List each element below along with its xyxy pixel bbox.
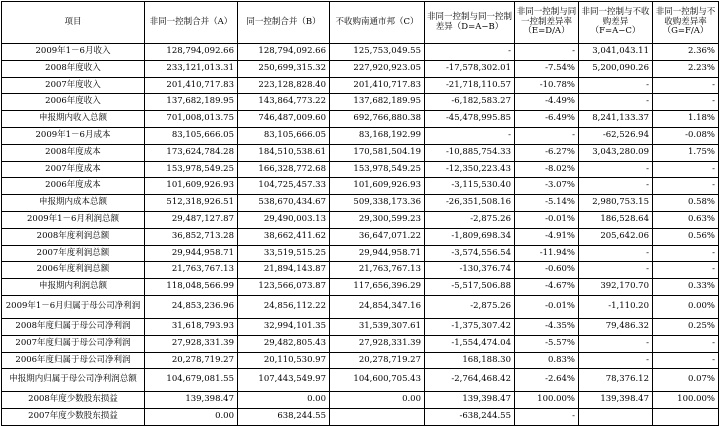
value-g: 0.56%	[653, 228, 719, 245]
value-f: -	[579, 161, 653, 178]
value-c	[330, 409, 425, 426]
value-f	[579, 409, 653, 426]
table-row	[2, 318, 719, 335]
table-row	[2, 228, 719, 245]
value-c: 170,581,504.19	[330, 144, 425, 161]
table-row	[2, 60, 719, 77]
value-g: 100.00%	[653, 392, 719, 409]
table-row	[2, 94, 719, 111]
value-d: -26,351,508.16	[425, 195, 515, 212]
value-f: 8,241,133.37	[579, 111, 653, 128]
row-label: 2008年度利润总额	[2, 228, 145, 245]
row-label: 2009年1－6月归属于母公司净利润	[2, 295, 145, 318]
value-a: 29,487,127.87	[145, 211, 238, 228]
value-a: 36,852,713.28	[145, 228, 238, 245]
row-label: 申报期内归属于母公司净利润总额	[2, 369, 145, 392]
value-d: -638,244.55	[425, 409, 515, 426]
value-g: -	[653, 94, 719, 111]
value-a: 0.00	[145, 409, 238, 426]
comparison-table	[1, 1, 719, 426]
value-e: -	[515, 127, 579, 144]
row-label: 2009年1－6月成本	[2, 127, 145, 144]
value-a: 233,121,013.31	[145, 60, 238, 77]
value-g: -	[653, 77, 719, 94]
value-c: 83,168,192.99	[330, 127, 425, 144]
header-non-common-control: 非同一控制合并（A）	[145, 2, 238, 44]
header-item: 项目	[2, 2, 145, 44]
row-label: 申报期内成本总额	[2, 195, 145, 212]
table-body	[2, 44, 719, 426]
row-label: 申报期内收入总额	[2, 111, 145, 128]
value-d: -2,875.26	[425, 295, 515, 318]
value-e: -6.49%	[515, 111, 579, 128]
value-a: 128,794,092.66	[145, 44, 238, 61]
table-row	[2, 279, 719, 296]
row-label: 2008年度归属于母公司净利润	[2, 318, 145, 335]
value-f: -	[579, 335, 653, 352]
value-b: 38,662,411.62	[238, 228, 330, 245]
value-g: -	[653, 352, 719, 369]
value-d: -6,182,583.27	[425, 94, 515, 111]
table-row	[2, 77, 719, 94]
value-f: 3,043,280.09	[579, 144, 653, 161]
value-b: 166,328,772.68	[238, 161, 330, 178]
value-e: -	[515, 44, 579, 61]
table-row	[2, 161, 719, 178]
value-b: 21,894,143.87	[238, 262, 330, 279]
row-label: 2008年度少数股东损益	[2, 392, 145, 409]
value-c: 153,978,549.25	[330, 161, 425, 178]
row-label: 2006年度利润总额	[2, 262, 145, 279]
table-row	[2, 245, 719, 262]
row-label: 2007年度少数股东损益	[2, 409, 145, 426]
value-c: 117,656,396.29	[330, 279, 425, 296]
table-row	[2, 111, 719, 128]
table-row	[2, 195, 719, 212]
value-f: -	[579, 94, 653, 111]
value-g: 0.58%	[653, 195, 719, 212]
header-rate-e: 非同一控制与同一控制差异率（E=D/A）	[515, 2, 579, 44]
value-b: 104,725,457.33	[238, 178, 330, 195]
value-c: 29,300,599.23	[330, 211, 425, 228]
value-g: 2.23%	[653, 60, 719, 77]
value-e: -10.78%	[515, 77, 579, 94]
value-g: -	[653, 262, 719, 279]
value-c: 509,338,173.36	[330, 195, 425, 212]
value-e: -0.01%	[515, 295, 579, 318]
value-c: 0.00	[330, 392, 425, 409]
value-c: 692,766,880.38	[330, 111, 425, 128]
value-e: -5.57%	[515, 335, 579, 352]
value-c: 31,539,307.61	[330, 318, 425, 335]
value-b: 746,487,009.60	[238, 111, 330, 128]
value-b: 32,994,101.35	[238, 318, 330, 335]
value-d: -17,578,302.01	[425, 60, 515, 77]
value-c: 29,944,958.71	[330, 245, 425, 262]
value-d: -2,875.26	[425, 211, 515, 228]
value-a: 24,853,236.96	[145, 295, 238, 318]
value-c: 20,278,719.27	[330, 352, 425, 369]
value-f: 2,980,753.15	[579, 195, 653, 212]
table-header-row	[2, 2, 719, 44]
table-row	[2, 211, 719, 228]
value-b: 107,443,549.97	[238, 369, 330, 392]
value-e: -7.54%	[515, 60, 579, 77]
value-b: 223,128,828.40	[238, 77, 330, 94]
value-f: 139,398.47	[579, 392, 653, 409]
value-d: -2,764,468.42	[425, 369, 515, 392]
table-row	[2, 409, 719, 426]
value-d: 139,398.47	[425, 392, 515, 409]
value-b: 83,105,666.05	[238, 127, 330, 144]
value-f: 392,170.70	[579, 279, 653, 296]
value-d: -1,809,698.34	[425, 228, 515, 245]
value-f: -	[579, 352, 653, 369]
value-c: 104,600,705.43	[330, 369, 425, 392]
value-a: 104,679,081.55	[145, 369, 238, 392]
value-d: -1,554,474.04	[425, 335, 515, 352]
value-a: 21,763,767.13	[145, 262, 238, 279]
value-d: -130,376.74	[425, 262, 515, 279]
value-g: -	[653, 335, 719, 352]
value-e: 100.00%	[515, 392, 579, 409]
value-f: -1,110.20	[579, 295, 653, 318]
value-g: 2.36%	[653, 44, 719, 61]
value-b: 143,864,773.22	[238, 94, 330, 111]
table-row	[2, 262, 719, 279]
value-d: -12,350,223.43	[425, 161, 515, 178]
value-d: 168,188.30	[425, 352, 515, 369]
value-g: -0.08%	[653, 127, 719, 144]
value-b: 29,490,003.13	[238, 211, 330, 228]
value-e: -4.49%	[515, 94, 579, 111]
value-c: 201,410,717.83	[330, 77, 425, 94]
value-c: 101,609,926.93	[330, 178, 425, 195]
value-f: 78,376.12	[579, 369, 653, 392]
value-d: -45,478,995.85	[425, 111, 515, 128]
header-difference-f: 非同一控制与不收购差异（F=A−C）	[579, 2, 653, 44]
value-b: 128,794,092.66	[238, 44, 330, 61]
value-f: 5,200,090.26	[579, 60, 653, 77]
header-no-acquisition: 不收购南通市邦（C）	[330, 2, 425, 44]
table-row	[2, 178, 719, 195]
table-row	[2, 369, 719, 392]
value-f: 3,041,043.11	[579, 44, 653, 61]
value-c: 24,854,347.16	[330, 295, 425, 318]
value-d: -	[425, 127, 515, 144]
value-b: 29,482,805.43	[238, 335, 330, 352]
value-e: -5.14%	[515, 195, 579, 212]
value-b: 0.00	[238, 392, 330, 409]
row-label: 2006年度成本	[2, 178, 145, 195]
header-difference-d: 非同一控制与同一控制差异（D=A−B）	[425, 2, 515, 44]
value-a: 83,105,666.05	[145, 127, 238, 144]
value-g	[653, 409, 719, 426]
value-g: 1.18%	[653, 111, 719, 128]
row-label: 2008年度收入	[2, 60, 145, 77]
value-d: -21,718,110.57	[425, 77, 515, 94]
value-a: 201,410,717.83	[145, 77, 238, 94]
value-g: 1.75%	[653, 144, 719, 161]
row-label: 2009年1－6月收入	[2, 44, 145, 61]
value-a: 118,048,566.99	[145, 279, 238, 296]
value-a: 27,928,331.39	[145, 335, 238, 352]
value-a: 701,008,013.75	[145, 111, 238, 128]
row-label: 2008年度成本	[2, 144, 145, 161]
value-f: -	[579, 178, 653, 195]
value-a: 173,624,784.28	[145, 144, 238, 161]
value-e: -6.27%	[515, 144, 579, 161]
row-label: 申报期内利润总额	[2, 279, 145, 296]
value-a: 137,682,189.95	[145, 94, 238, 111]
value-b: 538,670,434.67	[238, 195, 330, 212]
value-e: -2.64%	[515, 369, 579, 392]
value-b: 20,110,530.97	[238, 352, 330, 369]
value-f: -	[579, 77, 653, 94]
value-b: 250,699,315.32	[238, 60, 330, 77]
value-c: 125,753,049.55	[330, 44, 425, 61]
value-f: 205,642.06	[579, 228, 653, 245]
value-d: -10,885,754.33	[425, 144, 515, 161]
table-row	[2, 295, 719, 318]
value-e: -3.07%	[515, 178, 579, 195]
value-b: 638,244.55	[238, 409, 330, 426]
value-f: -62,526.94	[579, 127, 653, 144]
table-row	[2, 44, 719, 61]
value-e: -11.94%	[515, 245, 579, 262]
value-g: -	[653, 178, 719, 195]
value-a: 139,398.47	[145, 392, 238, 409]
value-d: -1,375,307.42	[425, 318, 515, 335]
header-rate-g: 非同一控制与不收购差异率（G=F/A）	[653, 2, 719, 44]
row-label: 2006年度归属于母公司净利润	[2, 352, 145, 369]
table-row	[2, 127, 719, 144]
value-b: 24,856,112.22	[238, 295, 330, 318]
value-f: 186,528.64	[579, 211, 653, 228]
value-g: 0.00%	[653, 295, 719, 318]
table-row	[2, 352, 719, 369]
row-label: 2007年度利润总额	[2, 245, 145, 262]
header-common-control: 同一控制合并（B）	[238, 2, 330, 44]
value-e: -8.02%	[515, 161, 579, 178]
value-d: -5,517,506.88	[425, 279, 515, 296]
value-d: -	[425, 44, 515, 61]
row-label: 2007年度归属于母公司净利润	[2, 335, 145, 352]
value-b: 33,519,515.25	[238, 245, 330, 262]
value-a: 20,278,719.27	[145, 352, 238, 369]
value-e: -0.01%	[515, 211, 579, 228]
value-g: 0.63%	[653, 211, 719, 228]
value-a: 101,609,926.93	[145, 178, 238, 195]
value-f: 79,486.32	[579, 318, 653, 335]
value-e: -4.35%	[515, 318, 579, 335]
value-a: 512,318,926.51	[145, 195, 238, 212]
value-g: 0.33%	[653, 279, 719, 296]
value-b: 123,566,073.87	[238, 279, 330, 296]
row-label: 2007年度收入	[2, 77, 145, 94]
table-row	[2, 144, 719, 161]
value-a: 153,978,549.25	[145, 161, 238, 178]
value-f: -	[579, 245, 653, 262]
value-c: 36,647,071.22	[330, 228, 425, 245]
value-c: 27,928,331.39	[330, 335, 425, 352]
value-b: 184,510,538.61	[238, 144, 330, 161]
value-a: 29,944,958.71	[145, 245, 238, 262]
row-label: 2006年度收入	[2, 94, 145, 111]
value-e: -0.60%	[515, 262, 579, 279]
value-a: 31,618,793.93	[145, 318, 238, 335]
value-f: -	[579, 262, 653, 279]
value-g: 0.25%	[653, 318, 719, 335]
value-g: -	[653, 245, 719, 262]
table-row	[2, 335, 719, 352]
value-d: -3,115,530.40	[425, 178, 515, 195]
value-c: 227,920,923.05	[330, 60, 425, 77]
value-g: -	[653, 161, 719, 178]
value-c: 21,763,767.13	[330, 262, 425, 279]
row-label: 2009年1－6月利润总额	[2, 211, 145, 228]
value-e: -	[515, 409, 579, 426]
value-e: -4.91%	[515, 228, 579, 245]
row-label: 2007年度成本	[2, 161, 145, 178]
table-row	[2, 392, 719, 409]
value-c: 137,682,189.95	[330, 94, 425, 111]
value-e: -4.67%	[515, 279, 579, 296]
value-g: 0.07%	[653, 369, 719, 392]
value-e: 0.83%	[515, 352, 579, 369]
value-d: -3,574,556.54	[425, 245, 515, 262]
